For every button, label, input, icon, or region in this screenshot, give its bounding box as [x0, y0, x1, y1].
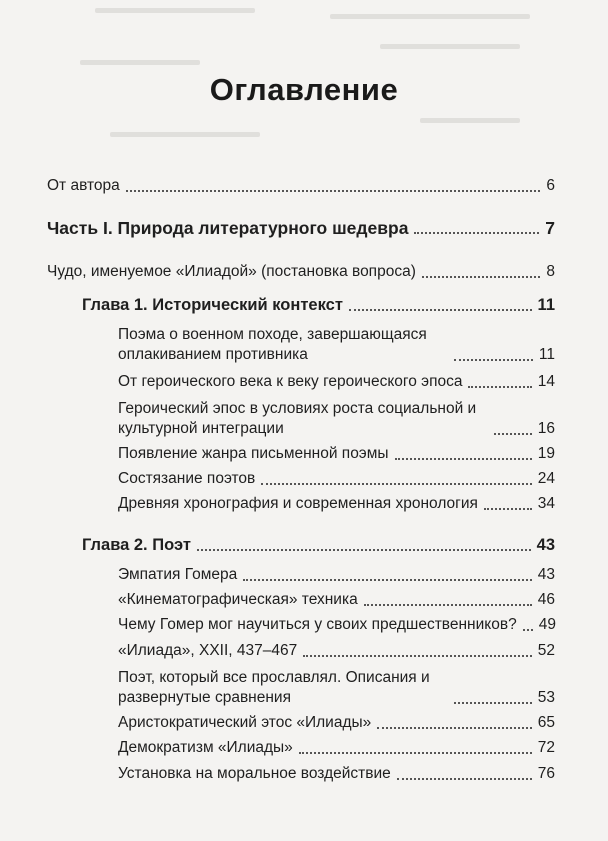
toc-entry-page: 76: [537, 765, 555, 782]
toc-entry-page: 11: [538, 346, 555, 363]
toc-entry-label: Состязание поэтов: [118, 470, 256, 487]
toc-entry-page: 53: [537, 689, 555, 706]
toc-entry-label: Глава 1. Исторический контекст: [82, 296, 343, 314]
toc-entry-label: Поэт, который все прославлял. Описания и развернутые сравнения: [118, 669, 430, 706]
toc-entry[interactable]: [118, 738, 555, 758]
toc-entry[interactable]: [118, 590, 555, 610]
toc-entry-label: Древняя хронография и современная хронология: [118, 495, 478, 512]
toc-entry[interactable]: [118, 325, 555, 365]
toc-entry[interactable]: [118, 469, 555, 489]
toc-entry[interactable]: [118, 399, 555, 439]
leader-dots: [397, 778, 532, 780]
toc-entry-page: 46: [537, 591, 555, 608]
toc-entry[interactable]: [118, 641, 555, 661]
toc-entry-page: 65: [537, 714, 555, 731]
toc-entry-label: Глава 2. Поэт: [82, 536, 191, 554]
toc-entry-page: 7: [545, 218, 555, 238]
toc-entry-page: 6: [546, 177, 555, 194]
leader-dots: [377, 727, 531, 729]
toc-entry[interactable]: [118, 764, 555, 784]
toc-entry-label: Эмпатия Гомера: [118, 566, 238, 583]
toc-entry[interactable]: [118, 565, 555, 585]
toc-entry[interactable]: [47, 176, 555, 196]
toc-entry-label: Героический эпос в условиях роста социальной и культурной интеграции: [118, 400, 477, 437]
leader-dots: [261, 483, 531, 485]
toc-entry-label: Чудо, именуемое «Илиадой» (постановка вопроса): [47, 263, 416, 280]
toc-entry-page: 14: [537, 373, 555, 390]
toc-entry-page: 19: [537, 445, 555, 462]
toc-entry[interactable]: [118, 668, 555, 708]
toc-entry-page: 52: [537, 642, 555, 659]
leader-dots: [484, 508, 532, 510]
toc-entry-label: «Илиада», XXII, 437–467: [118, 642, 298, 659]
toc-entry-page: 8: [546, 263, 555, 280]
leader-dots: [349, 309, 532, 311]
toc-entry-label: Поэма о военном походе, завершающаяся оплакиванием противника: [118, 326, 427, 363]
toc-entry-page: 72: [537, 739, 555, 756]
leader-dots: [197, 549, 531, 551]
toc-entry-page: 49: [538, 616, 556, 633]
toc-entry-label: От автора: [47, 177, 120, 194]
toc-entry[interactable]: [118, 444, 555, 464]
leader-dots: [523, 629, 533, 631]
leader-dots: [454, 702, 532, 704]
toc-entry-label: От героического века к веку героического эпоса: [118, 373, 463, 390]
toc-entry-label: Демократизм «Илиады»: [118, 739, 293, 756]
toc-entry-page: 43: [536, 536, 555, 554]
toc-entry-page: 24: [537, 470, 555, 487]
toc-entry[interactable]: [118, 615, 555, 635]
toc-chapter[interactable]: [82, 535, 555, 555]
leader-dots: [364, 604, 532, 606]
leader-dots: [243, 579, 532, 581]
toc-entry-page: 43: [537, 566, 555, 583]
toc-entry-label: Чему Гомер мог научиться у своих предшественников?: [118, 616, 517, 633]
toc-entry-page: 34: [537, 495, 555, 512]
toc-entry[interactable]: [118, 713, 555, 733]
leader-dots: [494, 433, 532, 435]
toc-entry-label: Появление жанра письменной поэмы: [118, 445, 389, 462]
leader-dots: [395, 458, 532, 460]
leader-dots: [126, 190, 541, 192]
toc-entry-label: Установка на моральное воздействие: [118, 765, 391, 782]
toc-part[interactable]: [47, 218, 555, 238]
toc-entry-label: Часть I. Природа литературного шедевра: [47, 218, 409, 238]
page-title: Оглавление: [209, 72, 399, 107]
toc-chapter[interactable]: [82, 295, 555, 315]
toc-entry-page: 16: [537, 420, 555, 437]
leader-dots: [303, 655, 532, 657]
leader-dots: [422, 276, 541, 278]
leader-dots: [468, 386, 531, 388]
toc-entry[interactable]: [118, 372, 555, 392]
leader-dots: [454, 359, 533, 361]
toc-entry-label: Аристократический этос «Илиады»: [118, 714, 372, 731]
leader-dots: [414, 232, 539, 234]
toc-entry[interactable]: [47, 262, 555, 282]
toc-entry[interactable]: [118, 494, 555, 514]
toc-entry-page: 11: [537, 296, 555, 314]
toc-entry-label: «Кинематографическая» техника: [118, 591, 358, 608]
leader-dots: [299, 752, 532, 754]
